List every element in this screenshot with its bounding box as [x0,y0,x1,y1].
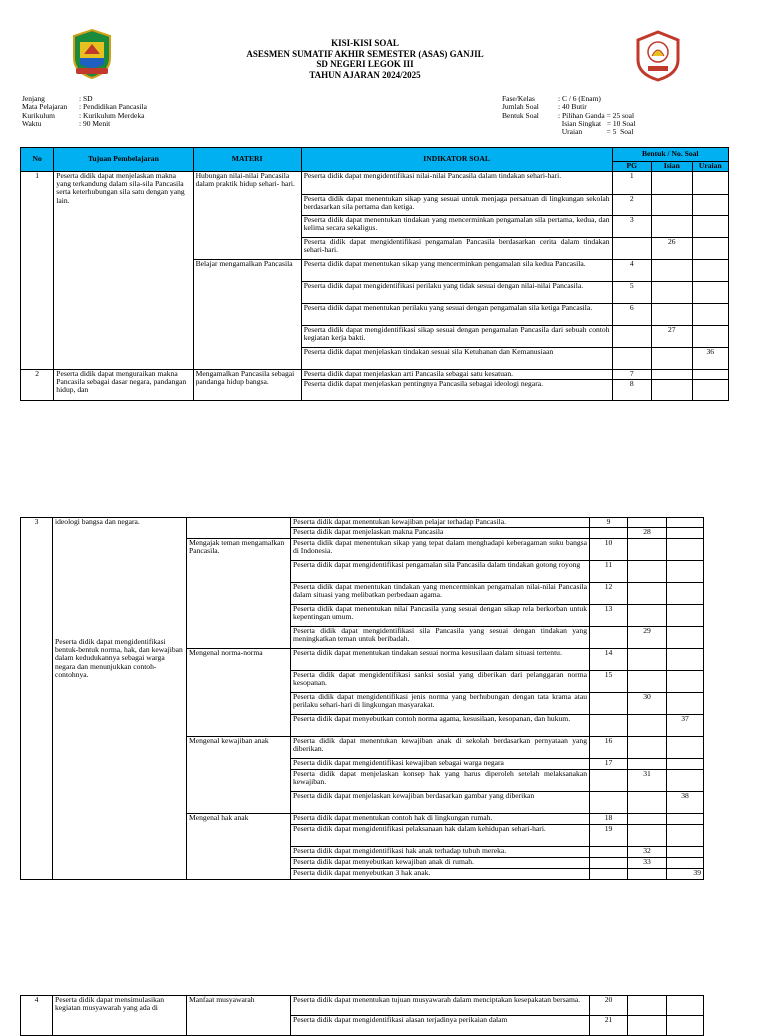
pg-number: 2 [612,195,652,216]
indikator-soal: Peserta didik dapat menentukan tindakan yang mencerminkan pengamalan sila pertama, kedua, dan kelima secara sekaligus. [301,216,612,238]
isian-number: 29 [628,627,667,649]
tp-number: 1 [21,172,54,370]
indikator-soal: Peserta didik dapat mengidentifikasi perilaku yang tidak sesuai dengan nilai-nilai Pancasila. [301,282,612,304]
info-label: Bentuk Soal [502,110,539,120]
uraian-number [692,238,728,260]
pg-number: 9 [590,518,628,528]
tp-number: 2 [21,370,54,401]
uraian-number [692,260,728,282]
pg-number [590,715,628,737]
materi: Mengenal norma-norma [187,649,291,737]
tujuan-pembelajaran: Peserta didik dapat menjelaskan makna yang terkandung dalam sila-sila Pancasila serta keterhubungan sila satu dengan yang lain. [54,172,193,370]
info-label: Fase/Kelas [502,94,535,103]
pg-number: 4 [612,260,652,282]
indikator-soal: Peserta didik dapat menentukan perilaku yang sesuai dengan pengamalan sila ketiga Pancasila. [301,304,612,326]
indikator-soal: Peserta didik dapat mengidentifikasi hak anak terhadap tubuh mereka. [291,847,590,858]
pg-number [612,348,652,370]
uraian-number [667,539,704,561]
pg-number: 7 [612,370,652,380]
isian-number [628,825,667,847]
uraian-number [692,304,728,326]
indikator-soal: Peserta didik dapat menentukan kewajiban pelajar terhadap Pancasila. [291,518,590,528]
pg-number: 20 [590,996,628,1016]
indikator-soal: Peserta didik dapat menjelaskan arti Pancasila sebagai satu kesatuan. [301,370,612,380]
info-label: Waktu [22,118,42,128]
pg-number [590,847,628,858]
header-materi: MATERI [193,148,301,172]
info-value: Uraian = 5 Soal [558,127,634,137]
uraian-number [692,216,728,238]
pg-number: 12 [590,583,628,605]
info-value: : SD [79,94,93,103]
indikator-soal: Peserta didik dapat mengidentifikasi sikap sesuai dengan pengamalan Pancasila dari sebuah contoh kegiatan kerja bakti. [301,326,612,348]
isian-number: 30 [628,693,667,715]
info-value: : 90 Menit [79,118,111,128]
info-value: Isian Singkat = 10 Soal [558,118,636,128]
isian-number [652,172,693,195]
isian-number [628,869,667,880]
indikator-soal: Peserta didik dapat menentukan tindakan sesuai norma kesusilaan dalam situasi tertentu. [291,649,590,671]
uraian-number: 36 [692,348,728,370]
pg-number [590,627,628,649]
indikator-soal: Peserta didik dapat menyebutkan 3 hak anak. [291,869,590,880]
header-bentuk: Bentuk / No. Soal [612,148,728,162]
materi [187,518,291,539]
title-line-3: SD NEGERI LEGOK III [316,59,414,69]
info-label: Jenjang [22,94,45,103]
pg-number: 19 [590,825,628,847]
indikator-soal: Peserta didik dapat menentukan sikap yang sesuai untuk menjaga persatuan di lingkungan sekolah berdasarkan sila pertama dan ketiga. [301,195,612,216]
indikator-soal: Peserta didik dapat mengidentifikasi nilai-nilai Pancasila dalam tindakan sehari-hari. [301,172,612,195]
isian-number: 32 [628,847,667,858]
indikator-soal: Peserta didik dapat mengidentifikasi sanksi sosial yang diberikan dari pelanggaran norma kesopanan. [291,671,590,693]
uraian-number [667,814,704,825]
title-line-1: KISI-KISI SOAL [331,38,399,48]
materi: Mengenal hak anak [187,814,291,880]
indikator-soal: Peserta didik dapat menjelaskan tindakan sesuai sila Ketuhanan dan Kemanusiaan [301,348,612,370]
tujuan-pembelajaran-cell [53,518,187,880]
pg-number: 14 [590,649,628,671]
uraian-number [692,195,728,216]
indikator-soal: Peserta didik dapat menjelaskan makna Pancasila [291,528,590,539]
indikator-soal: Peserta didik dapat menentukan contoh hak di lingkungan rumah. [291,814,590,825]
tp-number: 3 [21,518,53,880]
info-left [22,95,147,128]
isian-number [628,1016,667,1036]
tujuan-pembelajaran-continued: ideologi bangsa dan negara. [55,517,140,526]
isian-number [628,583,667,605]
info-value: : Kurikulum Merdeka [79,110,145,120]
title-line-2: ASESMEN SUMATIF AKHIR SEMESTER (ASAS) GANJIL [246,48,484,59]
info-label: Kurikulum [22,110,55,120]
isian-number: 26 [652,238,693,260]
header-no: No [21,148,54,172]
isian-number [652,260,693,282]
tp-number: 4 [21,996,53,1036]
pg-number: 17 [590,759,628,770]
uraian-number [667,770,704,792]
isian-number [652,348,693,370]
indikator-soal: Peserta didik dapat menentukan kewajiban anak di sekolah berdasarkan pernyataan yang diberikan. [291,737,590,759]
pg-number: 3 [612,216,652,238]
isian-number [628,715,667,737]
isian-number [628,671,667,693]
header-indikator: INDIKATOR SOAL [301,148,612,172]
pg-number [590,770,628,792]
indikator-soal: Peserta didik dapat menyebutkan kewajiban anak di rumah. [291,858,590,869]
isian-number [628,605,667,627]
indikator-soal: Peserta didik dapat mengidentifikasi alasan terjadinya perikaian dalam [291,1016,590,1036]
isian-number [652,216,693,238]
isian-number [628,539,667,561]
school-emblem-logo [634,30,682,82]
info-value: : Pilihan Ganda = 25 soal [558,110,635,120]
materi: Mengajak teman mengamalkan Pancasila. [187,539,291,649]
title-line-4: TAHUN AJARAN 2024/2025 [309,69,421,80]
isian-number: 28 [628,528,667,539]
materi: Mengamalkan Pancasila sebagai pandanga hidup bangsa. [193,370,301,401]
pg-number [590,792,628,814]
materi: Belajar mengamalkan Pancasila [193,260,301,370]
pg-number [612,238,652,260]
uraian-number [692,326,728,348]
indikator-soal: Peserta didik dapat menjelaskan pentingnya Pancasila sebagai ideologi negara. [301,380,612,401]
uraian-number [667,858,704,869]
isian-number [652,304,693,326]
info-label: Mata Pelajaran [22,102,68,112]
pg-number: 5 [612,282,652,304]
indikator-soal: Peserta didik dapat mengidentifikasi kewajiban sebagai warga negara [291,759,590,770]
indikator-soal: Peserta didik dapat menentukan tindakan yang mencerminkan pengamalan nilai-nilai Pancasila dalam situasi yang melibatkan perbedaan agama. [291,583,590,605]
pg-number: 18 [590,814,628,825]
kisi-kisi-table-page-3 [20,995,704,1036]
pg-number: 21 [590,1016,628,1036]
uraian-number [667,759,704,770]
tujuan-pembelajaran: Peserta didik dapat mengidentifikasi bentuk-bentuk norma, hak, dan kewajiban dalam kedudukannya sebagai warga negara dan menunjukkan contoh-contohnya. [55,637,183,679]
header-pg: PG [612,162,652,172]
header-uraian: Uraian [692,162,728,172]
info-label [502,120,558,128]
isian-number [628,518,667,528]
indikator-soal: Peserta didik dapat mengidentifikasi pengamalan Pancasila berdasarkan cerita dalam tindakan sehari-hari. [301,238,612,260]
isian-number [628,759,667,770]
indikator-soal: Peserta didik dapat menentukan nilai Pancasila yang sesuai dengan sikap rela berkorban untuk kepentingan umum. [291,605,590,627]
isian-number: 33 [628,858,667,869]
indikator-soal: Peserta didik dapat mengidentifikasi pelaksanaan hak dalam kehidupan sehari-hari. [291,825,590,847]
indikator-soal: Peserta didik dapat menentukan sikap yang mencerminkan pengamalan sila kedua Pancasila. [301,260,612,282]
pg-number: 6 [612,304,652,326]
regency-emblem-logo [70,28,114,80]
kisi-kisi-table-page-1 [20,147,729,401]
info-right [502,95,636,136]
uraian-number [667,693,704,715]
uraian-number [692,172,728,195]
indikator-soal: Peserta didik dapat mengidentifikasi pengamalan sila Pancasila dalam tindakan gotong royong [291,561,590,583]
uraian-number [667,1016,704,1036]
isian-number [628,561,667,583]
pg-number: 1 [612,172,652,195]
uraian-number [667,583,704,605]
isian-number [652,380,693,401]
info-label [502,128,558,136]
info-value: : Pendidikan Pancasila [79,102,147,112]
info-value: : C / 6 (Enam) [558,94,601,103]
uraian-number [667,996,704,1016]
info-value: : 40 Butir [558,102,587,112]
pg-number: 8 [612,380,652,401]
materi: Manfaat musyawarah [187,996,291,1036]
uraian-number: 38 [667,792,704,814]
tujuan-pembelajaran: Peserta didik dapat menguraikan makna Pancasila sebagai dasar negara, pandangan hidup, dan [54,370,193,401]
indikator-soal: Peserta didik dapat mengidentifikasi sila Pancasila yang sesuai dengan tindakan yang meningkatkan teman untuk beribadah. [291,627,590,649]
isian-number [628,649,667,671]
uraian-number [692,370,728,380]
uraian-number [667,737,704,759]
indikator-soal: Peserta didik dapat menentukan tujuan musyawarah dalam menciptakan kesepakatan bersama. [291,996,590,1016]
indikator-soal: Peserta didik dapat menjelaskan konsep hak yang harus diperoleh setelah melaksanakan kewajiban. [291,770,590,792]
isian-number: 27 [652,326,693,348]
uraian-number [667,671,704,693]
uraian-number: 37 [667,715,704,737]
document-title [200,38,530,80]
pg-number: 11 [590,561,628,583]
indikator-soal: Peserta didik dapat mengidentifikasi jenis norma yang berhubungan dengan tata krama atau perilaku sehari-hari di lingkungan masyarakat. [291,693,590,715]
isian-number [628,792,667,814]
pg-number [612,326,652,348]
uraian-number [692,282,728,304]
pg-number [590,858,628,869]
indikator-soal: Peserta didik dapat menentukan sikap yang tepat dalam menghadapi keberagaman suku bangsa di Indonesia. [291,539,590,561]
uraian-number [667,605,704,627]
isian-number: 31 [628,770,667,792]
uraian-number [667,528,704,539]
pg-number: 16 [590,737,628,759]
indikator-soal: Peserta didik dapat menjelaskan kewajiban berdasarkan gambar yang diberikan [291,792,590,814]
pg-number: 13 [590,605,628,627]
uraian-number [667,847,704,858]
tujuan-pembelajaran: Peserta didik dapat mensimulasikan kegiatan musyawarah yang ada di [53,996,187,1036]
header-tujuan: Tujuan Pembelajaran [54,148,193,172]
pg-number [590,869,628,880]
pg-number [590,528,628,539]
kisi-kisi-table-page-2 [20,517,704,880]
uraian-number: 39 [667,869,704,880]
isian-number [652,282,693,304]
materi: Mengenal kewajiban anak [187,737,291,814]
isian-number [652,195,693,216]
pg-number [590,693,628,715]
pg-number: 15 [590,671,628,693]
uraian-number [692,380,728,401]
isian-number [628,996,667,1016]
materi: Hubungan nilai-nilai Pancasila dalam praktik hidup sehari- hari. [193,172,301,260]
isian-number [628,814,667,825]
info-label: Jumlah Soal [502,102,539,112]
uraian-number [667,518,704,528]
uraian-number [667,561,704,583]
isian-number [628,737,667,759]
header-isian: Isian [652,162,693,172]
isian-number [652,370,693,380]
uraian-number [667,825,704,847]
indikator-soal: Peserta didik dapat menyebutkan contoh norma agama, kesusilaan, kesopanan, dan hukum. [291,715,590,737]
uraian-number [667,627,704,649]
pg-number: 10 [590,539,628,561]
uraian-number [667,649,704,671]
